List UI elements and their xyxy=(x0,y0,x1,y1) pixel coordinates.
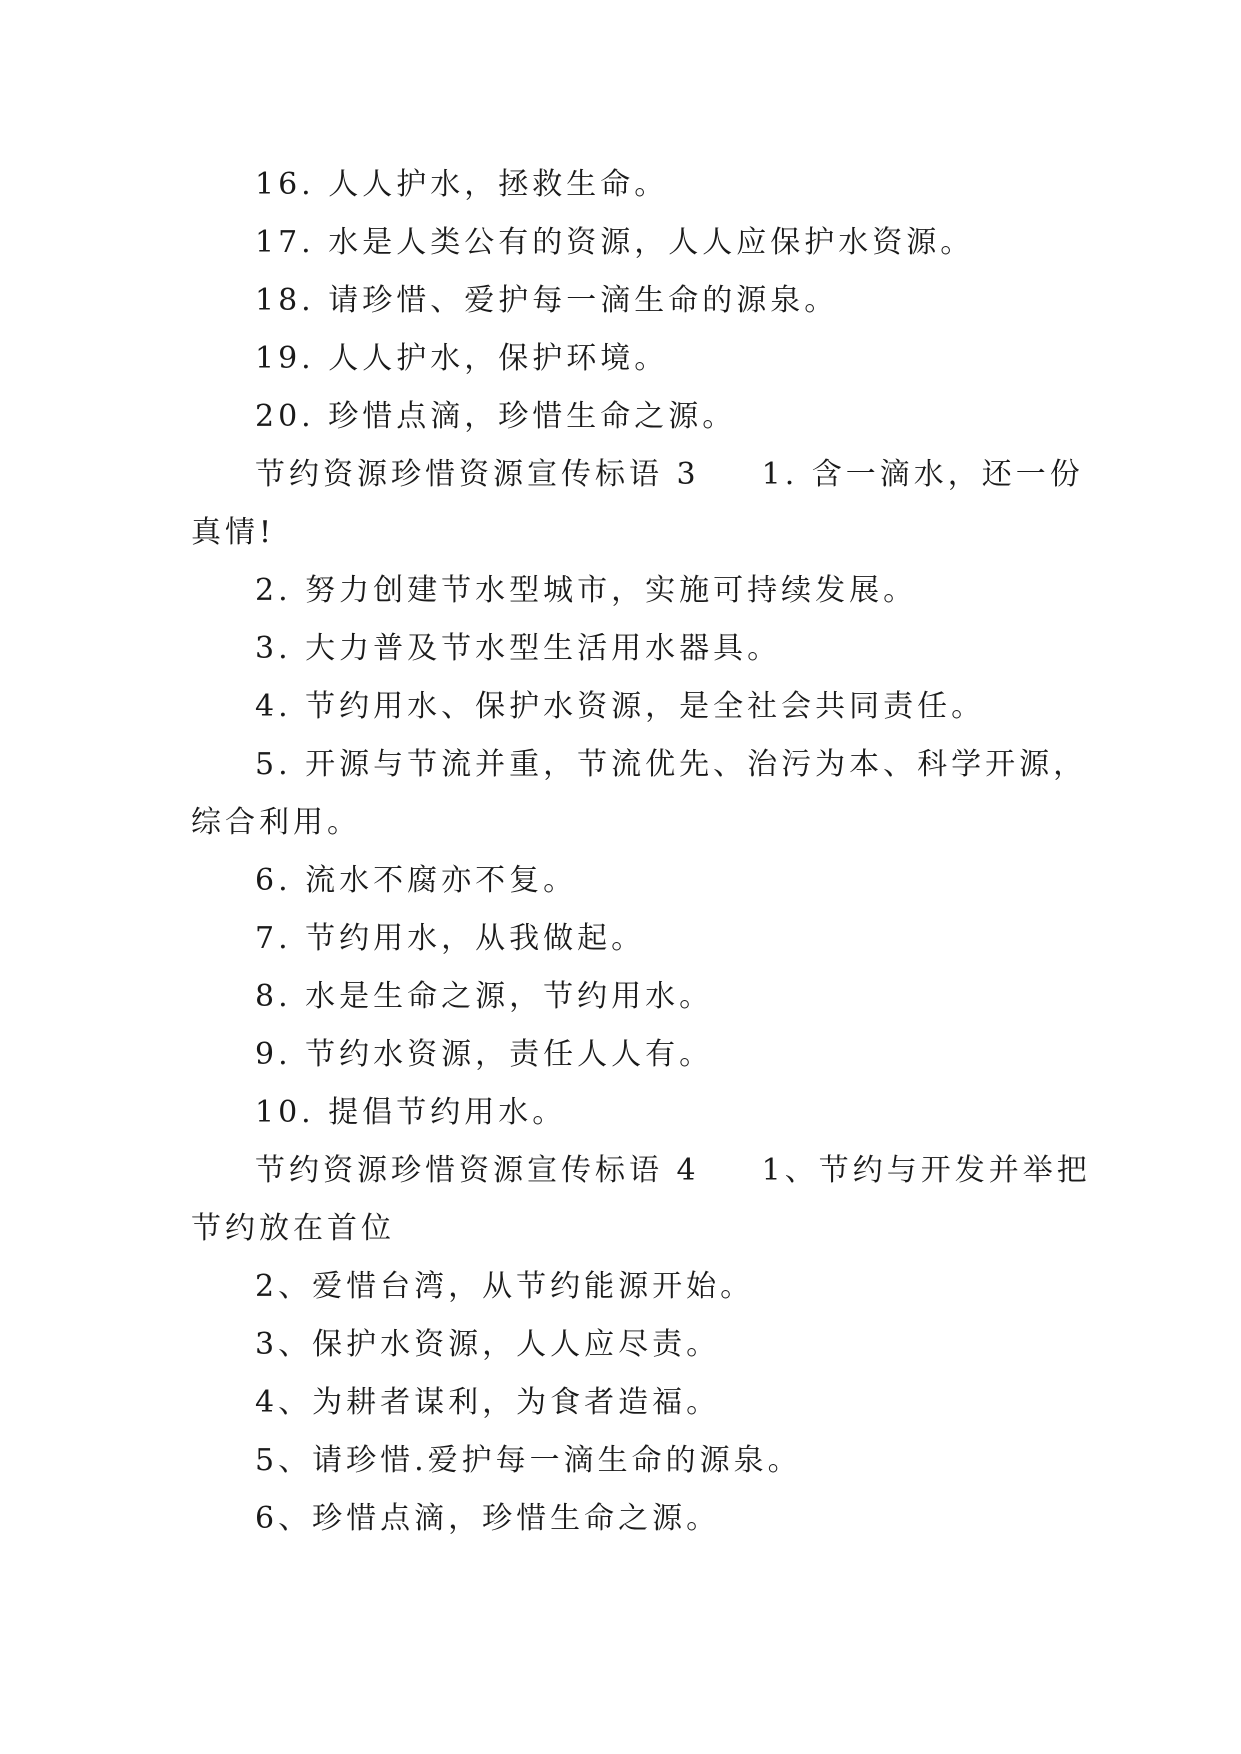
slogan-line: 10. 提倡节约用水。 xyxy=(255,1095,567,1130)
section-4-heading-line xyxy=(191,1142,1091,1200)
slogan-line: 3、保护水资源，人人应尽责。 xyxy=(255,1327,721,1362)
slogan-line: 3. 大力普及节水型生活用水器具。 xyxy=(255,631,782,666)
slogan-line: 7. 节约用水，从我做起。 xyxy=(255,921,646,956)
slogan-line: 2、爱惜台湾，从节约能源开始。 xyxy=(255,1269,755,1304)
section-3-first-item-continuation: 真情! xyxy=(191,515,276,550)
document-body xyxy=(191,156,1091,1548)
slogan-line: 5、请珍惜.爱护每一滴生命的源泉。 xyxy=(255,1443,802,1478)
section-4-first-item-continuation: 节约放在首位 xyxy=(191,1211,395,1246)
slogan-line: 16. 人人护水，拯救生命。 xyxy=(255,167,669,202)
slogan-line: 4、为耕者谋利，为食者造福。 xyxy=(255,1385,721,1420)
slogan-line: 20. 珍惜点滴，珍惜生命之源。 xyxy=(255,399,737,434)
section-3-heading: 节约资源珍惜资源宣传标语 3 xyxy=(255,457,700,492)
section-4-first-item: 1、节约与开发并举把 xyxy=(761,1153,1091,1188)
slogan-line: 2. 努力创建节水型城市，实施可持续发展。 xyxy=(255,573,918,608)
slogan-line-continuation: 综合利用。 xyxy=(191,805,361,840)
slogan-line: 19. 人人护水，保护环境。 xyxy=(255,341,669,376)
slogan-line: 17. 水是人类公有的资源，人人应保护水资源。 xyxy=(255,225,975,260)
slogan-line: 6、珍惜点滴，珍惜生命之源。 xyxy=(255,1501,721,1536)
slogan-line: 5. 开源与节流并重，节流优先、治污为本、科学开源， xyxy=(255,747,1088,782)
slogan-line: 6. 流水不腐亦不复。 xyxy=(255,863,578,898)
slogan-line: 8. 水是生命之源，节约用水。 xyxy=(255,979,714,1014)
section-3-heading-line xyxy=(191,446,1084,504)
section-3-first-item: 1. 含一滴水，还一份 xyxy=(761,457,1084,492)
slogan-line: 4. 节约用水、保护水资源，是全社会共同责任。 xyxy=(255,689,986,724)
section-4-heading: 节约资源珍惜资源宣传标语 4 xyxy=(255,1153,700,1188)
slogan-line: 9. 节约水资源，责任人人有。 xyxy=(255,1037,714,1072)
slogan-line: 18. 请珍惜、爱护每一滴生命的源泉。 xyxy=(255,283,839,318)
